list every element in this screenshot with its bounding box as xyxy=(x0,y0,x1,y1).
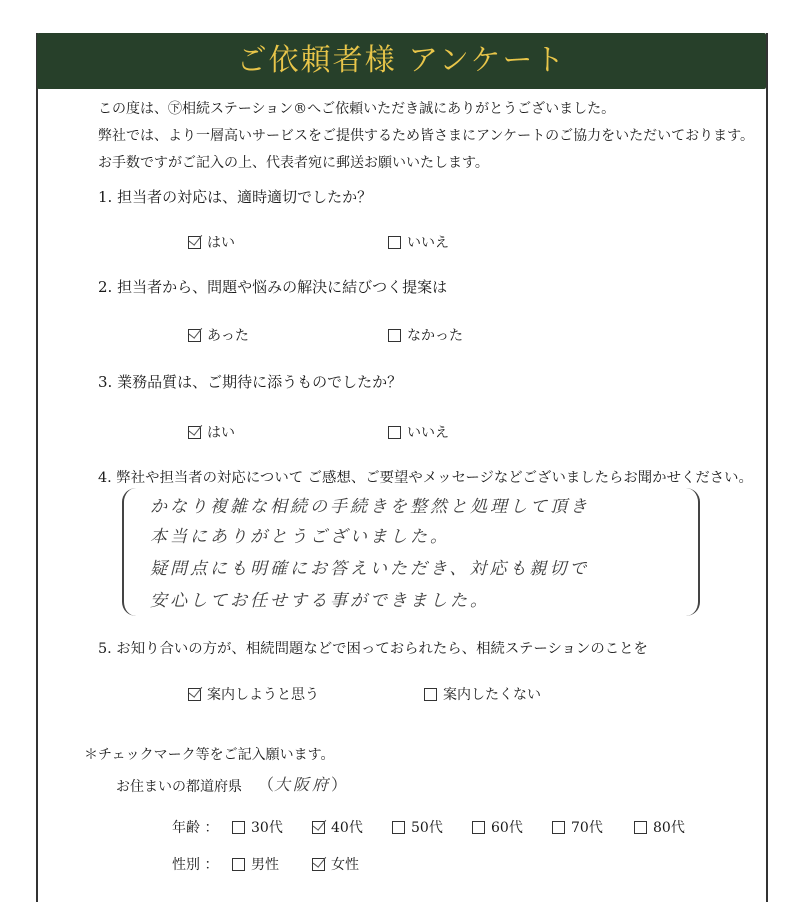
option-label: あった xyxy=(207,328,249,344)
checkbox[interactable] xyxy=(472,821,485,834)
gender-option-male[interactable] xyxy=(232,854,279,874)
option-label: 60代 xyxy=(491,820,523,836)
age-option-40s[interactable] xyxy=(312,817,363,837)
frame-left-border xyxy=(36,33,38,902)
option-label: 40代 xyxy=(331,820,363,836)
checkbox[interactable] xyxy=(552,821,565,834)
paren-open: （ xyxy=(258,775,275,794)
prefecture-field[interactable] xyxy=(258,772,347,795)
option-label: はい xyxy=(207,425,235,441)
q3-option-yes[interactable] xyxy=(188,422,235,442)
option-label: 女性 xyxy=(331,857,359,873)
option-label: 案内したくない xyxy=(443,687,541,703)
q5-option-not-recommend[interactable] xyxy=(424,684,541,704)
checkbox[interactable] xyxy=(392,821,405,834)
intro-line: お手数ですがご記入の上、代表者宛に郵送お願いいたします。 xyxy=(98,155,489,171)
option-label: 30代 xyxy=(251,820,283,836)
comment-line: 本当にありがとうございました。 xyxy=(150,527,450,547)
question-5: 5. お知り合いの方が、相続問題などで困っておられたら、相続ステーションのことを xyxy=(98,641,648,657)
intro-line: 弊社では、より一層高いサービスをご提供するため皆さまにアンケートのご協力をいただいております。 xyxy=(98,128,755,144)
intro-text xyxy=(98,96,754,177)
checkbox-checked[interactable] xyxy=(188,329,201,342)
age-option-80s[interactable] xyxy=(634,817,685,837)
comment-line: かなり複雑な相続の手続きを整然と処理して頂き xyxy=(150,497,590,517)
checkbox[interactable] xyxy=(388,426,401,439)
option-label: いいえ xyxy=(407,235,449,251)
page-title: ご依頼者様 アンケート xyxy=(236,43,567,78)
option-label: はい xyxy=(207,235,235,251)
option-label: いいえ xyxy=(407,425,449,441)
q1-option-no[interactable] xyxy=(388,232,449,252)
q1-option-yes[interactable] xyxy=(188,232,235,252)
intro-line: この度は、㊦相続ステーション®へご依頼いただき誠にありがとうございました。 xyxy=(98,101,616,117)
paren-close: ） xyxy=(331,775,348,794)
checkbox[interactable] xyxy=(388,329,401,342)
header-banner xyxy=(37,33,766,89)
q3-option-no[interactable] xyxy=(388,422,449,442)
option-label: 50代 xyxy=(411,820,443,836)
option-label: 案内しようと思う xyxy=(207,687,319,703)
prefecture-value: 大阪府 xyxy=(274,775,332,794)
frame-right-border xyxy=(766,33,768,902)
checkbox[interactable] xyxy=(388,236,401,249)
checkmark-note: ＊チェックマーク等をご記入願います。 xyxy=(84,747,335,763)
checkbox[interactable] xyxy=(232,858,245,871)
age-option-50s[interactable] xyxy=(392,817,443,837)
option-label: 男性 xyxy=(251,857,279,873)
checkbox-checked[interactable] xyxy=(188,688,201,701)
comment-line: 疑問点にも明確にお答えいただき、対応も親切で xyxy=(150,559,590,579)
gender-option-female[interactable] xyxy=(312,854,359,874)
checkbox-checked[interactable] xyxy=(188,426,201,439)
age-option-60s[interactable] xyxy=(472,817,523,837)
gender-label: 性別 ： xyxy=(172,857,219,873)
option-label: なかった xyxy=(407,328,463,344)
age-option-70s[interactable] xyxy=(552,817,603,837)
age-label: 年齢 ： xyxy=(172,820,219,836)
checkbox-checked[interactable] xyxy=(188,236,201,249)
q5-option-recommend[interactable] xyxy=(188,684,319,704)
checkbox[interactable] xyxy=(232,821,245,834)
question-1: 1. 担当者の対応は、適時適切でしたか？ xyxy=(98,188,373,206)
checkbox-checked[interactable] xyxy=(312,821,325,834)
checkbox[interactable] xyxy=(424,688,437,701)
comment-line: 安心してお任せする事ができました。 xyxy=(150,591,490,611)
option-label: 80代 xyxy=(653,820,685,836)
q2-option-no[interactable] xyxy=(388,325,463,345)
question-4: 4. 弊社や担当者の対応について ご感想、ご要望やメッセージなどございましたらお聞かせください。 xyxy=(98,470,753,486)
option-label: 70代 xyxy=(571,820,603,836)
checkbox-checked[interactable] xyxy=(312,858,325,871)
question-3: 3. 業務品質は、ご期待に添うものでしたか？ xyxy=(98,373,403,391)
prefecture-label: お住まいの都道府県 xyxy=(116,779,242,795)
checkbox[interactable] xyxy=(634,821,647,834)
question-2: 2. 担当者から、問題や悩みの解決に結びつく提案は xyxy=(98,278,448,296)
q2-option-yes[interactable] xyxy=(188,325,249,345)
age-option-30s[interactable] xyxy=(232,817,283,837)
